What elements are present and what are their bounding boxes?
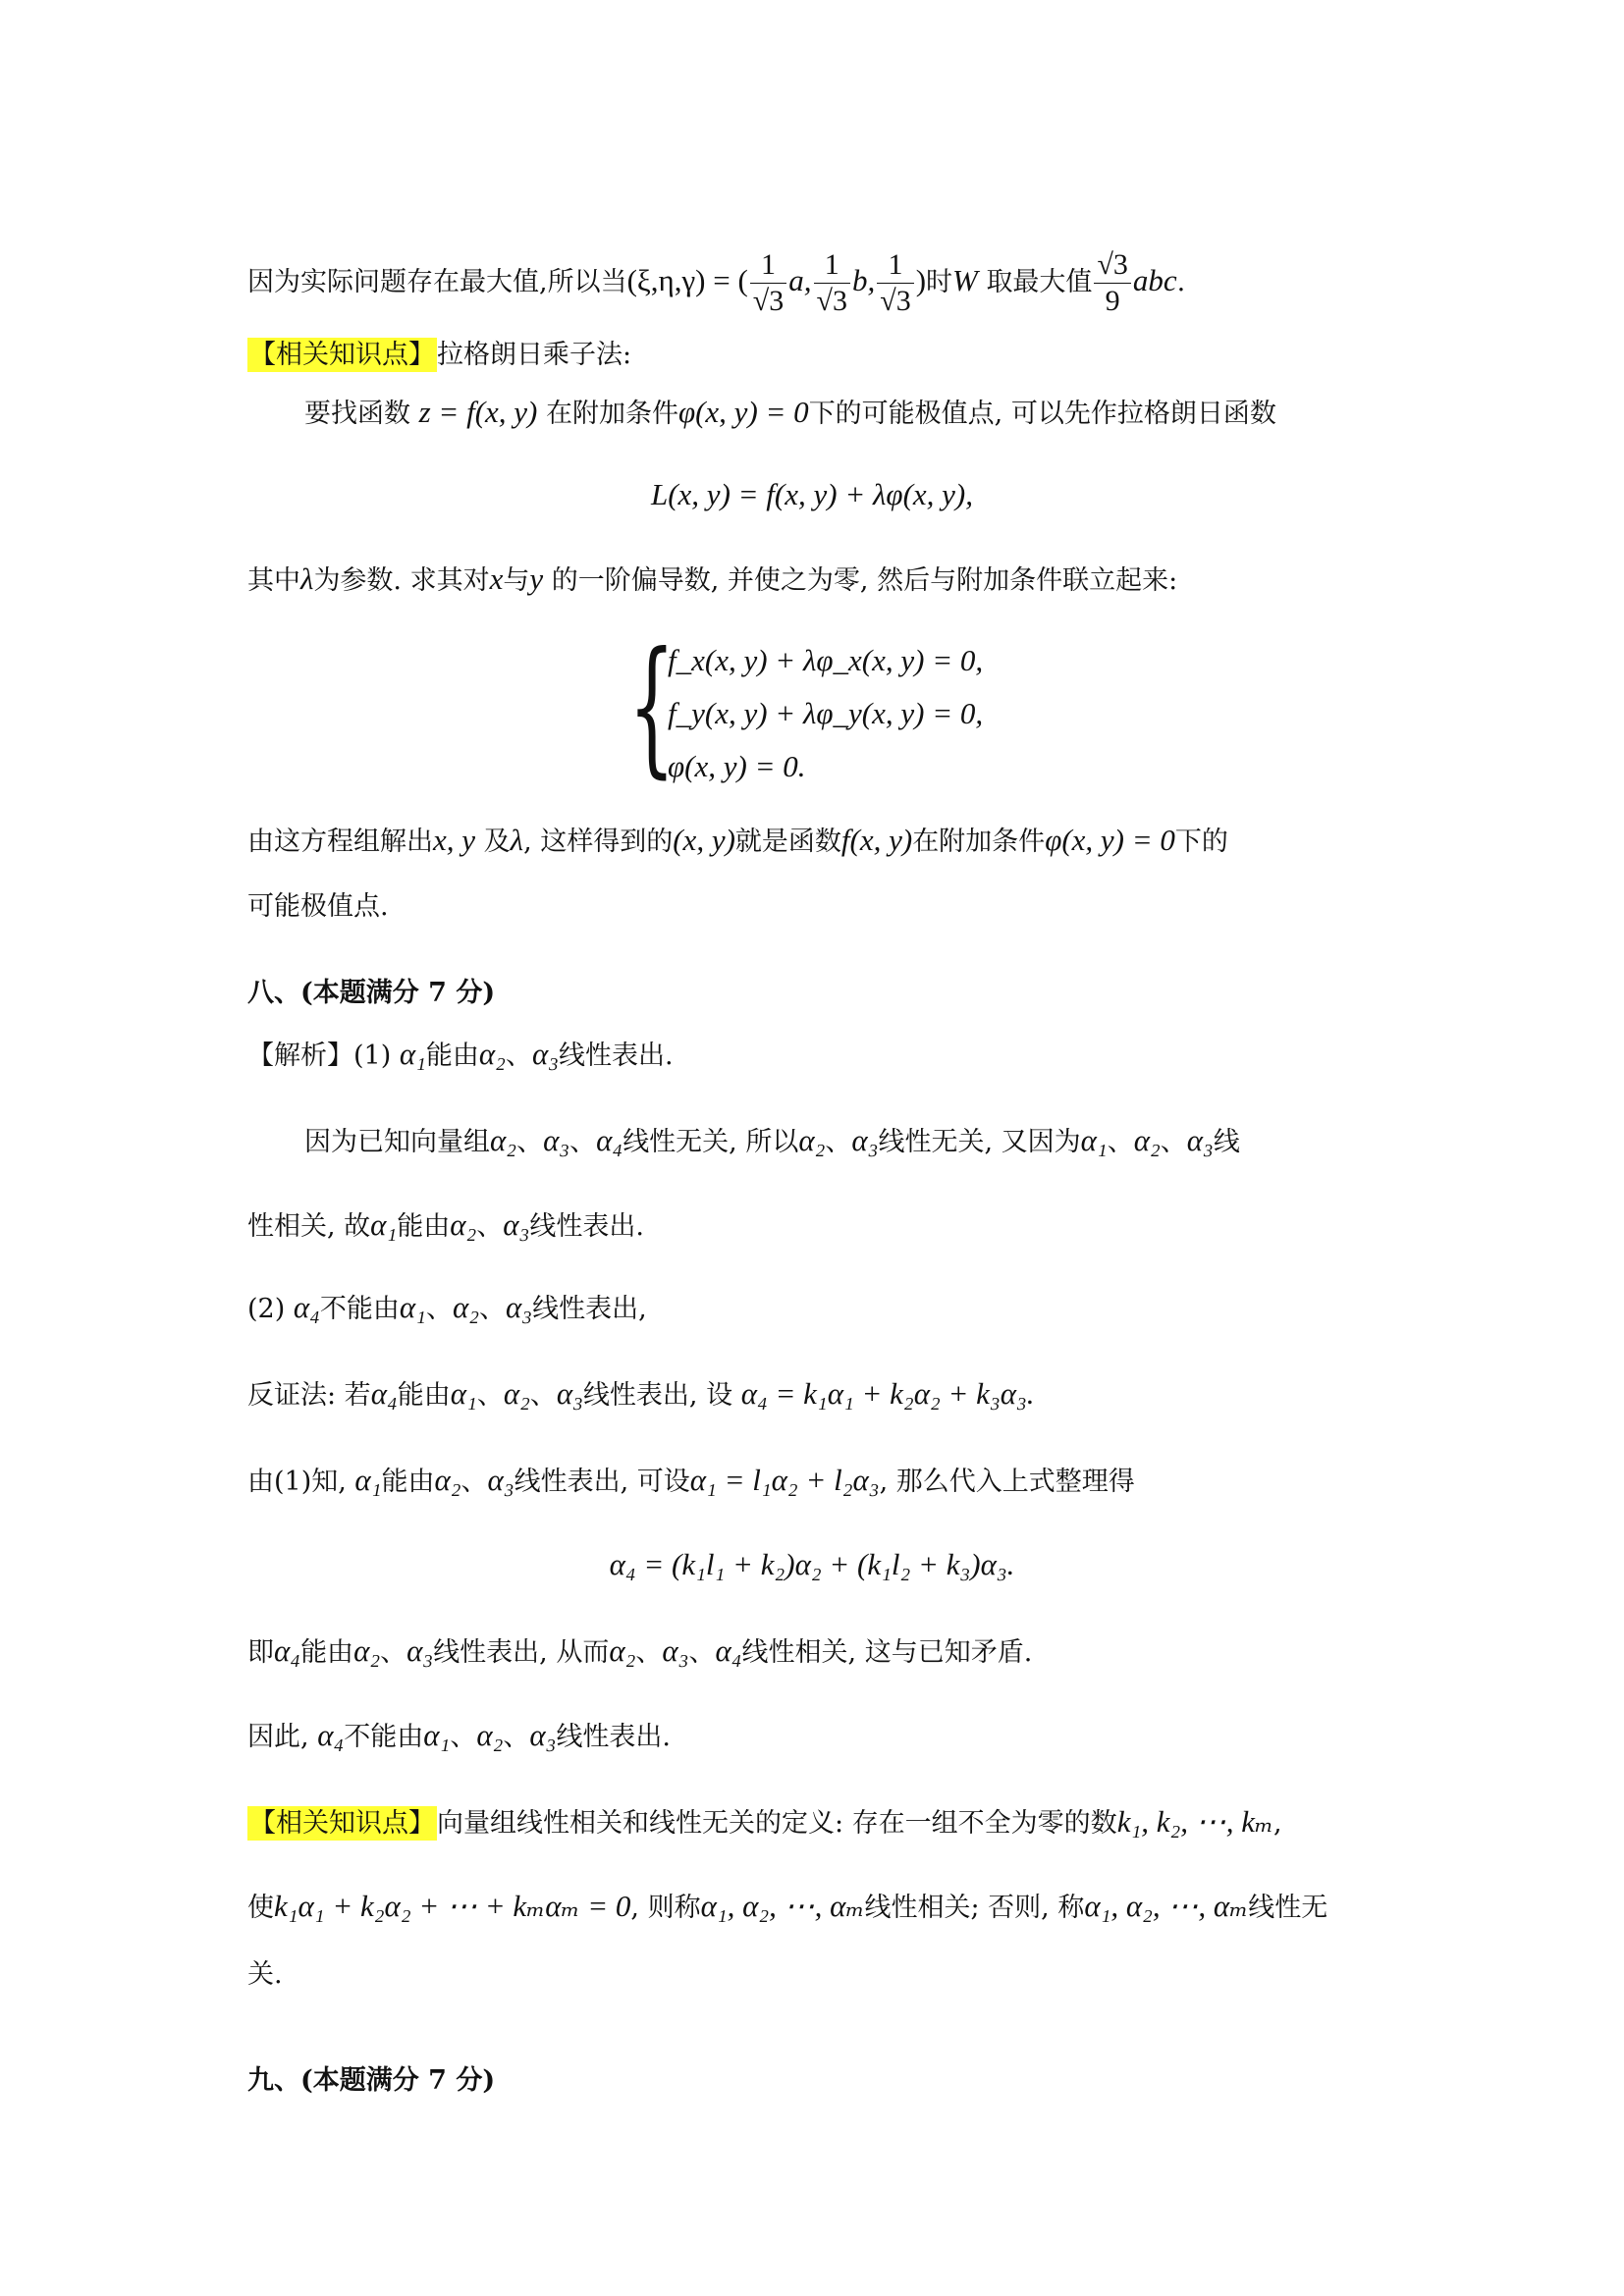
text: 因为已知向量组 xyxy=(304,1127,490,1157)
text: 下的可能极值点, 可以先作拉格朗日函数 xyxy=(808,399,1276,429)
math-var: α₃ xyxy=(543,1123,570,1157)
text: 线性相关, 这与已知矛盾. xyxy=(741,1637,1033,1668)
math-var: α₄ xyxy=(370,1376,398,1411)
text: 就是函数 xyxy=(734,827,841,857)
section-heading-9 xyxy=(247,2059,495,2103)
math-expr: k₁, k₂, ⋯, kₘ xyxy=(1116,1804,1274,1839)
math-var: α₃ xyxy=(1186,1123,1214,1157)
paragraph-cont xyxy=(247,885,389,929)
text: 在附加条件 xyxy=(545,399,678,429)
text: 能由 xyxy=(300,1637,354,1668)
paragraph xyxy=(247,1459,1135,1504)
text: 线性表出. xyxy=(559,1041,674,1071)
math-var: α₂ xyxy=(476,1718,504,1752)
math-expr: α₁, α₂, ⋯, αₘ xyxy=(700,1889,865,1923)
math-expr: α₁, α₂, ⋯, αₘ xyxy=(1084,1889,1249,1923)
math-var: α₃ xyxy=(506,1290,533,1324)
text: 、 xyxy=(825,1127,852,1157)
text: 不能由 xyxy=(319,1294,400,1324)
brace-symbol: { xyxy=(628,621,676,792)
paragraph-cont xyxy=(247,1953,283,1997)
text: 、 xyxy=(476,1380,504,1411)
heading-text: 八、(本题满分 7 分) xyxy=(247,978,496,1008)
text: 能由 xyxy=(381,1467,435,1497)
fraction: $\frac{1}{√3}$ xyxy=(750,247,786,319)
math-var: α₃ xyxy=(851,1123,879,1157)
math-var: α₃ xyxy=(662,1633,689,1668)
text: 、 xyxy=(635,1637,663,1668)
knowledge-point-tag: 【相关知识点】 xyxy=(249,340,435,370)
math-var: α₃ xyxy=(503,1207,530,1242)
math-var: α₄ xyxy=(715,1633,742,1668)
text: 其中 xyxy=(247,565,300,596)
math-var: α₂ xyxy=(452,1290,480,1324)
text: 由这方程组解出 xyxy=(247,827,433,857)
math-var: y xyxy=(529,561,544,596)
text: 要找函数 xyxy=(304,399,410,429)
knowledge-point-tag: 【相关知识点】 xyxy=(249,1808,435,1839)
math-expr: (x, y) xyxy=(673,823,735,857)
text: 反证法: 若 xyxy=(247,1380,371,1411)
paragraph-cont xyxy=(247,1203,644,1249)
fraction: $\frac{1}{√3}$ xyxy=(814,247,850,319)
text: 向量组线性相关和线性无关的定义: 存在一组不全为零的数 xyxy=(437,1808,1117,1839)
math-var: x xyxy=(489,561,504,596)
math-var: α₂ xyxy=(478,1037,506,1071)
math-var: α₂ xyxy=(609,1633,636,1668)
text: 线性无关, 所以 xyxy=(623,1127,799,1157)
text: 线性无 xyxy=(1248,1893,1328,1923)
text: 、 xyxy=(516,1127,544,1157)
text: 及 xyxy=(483,827,511,857)
text: 与 xyxy=(503,565,530,596)
text: 、 xyxy=(569,1127,597,1157)
math-var: α₃ xyxy=(556,1376,583,1411)
math-var: α₃ xyxy=(487,1463,514,1497)
math-var: α₁ xyxy=(399,1290,426,1324)
math-var: λ xyxy=(510,823,524,857)
text: , 这样得到的 xyxy=(523,827,674,857)
text: 关. xyxy=(247,1959,283,1990)
math-expr: φ(x, y) = 0 xyxy=(677,395,809,429)
math-var: α₂ xyxy=(503,1376,530,1411)
text: 能由 xyxy=(425,1041,479,1071)
math-var: α₂ xyxy=(450,1207,477,1242)
text: 取最大值 xyxy=(986,267,1093,297)
paragraph xyxy=(304,1119,1240,1164)
fraction-max: $\frac{√3}{9}$ xyxy=(1094,247,1130,319)
text: 线性表出, 可设 xyxy=(514,1467,690,1497)
paragraph xyxy=(247,1714,671,1759)
period: . xyxy=(1176,267,1186,297)
math-var: α₂ xyxy=(490,1123,517,1157)
text: 由(1)知, xyxy=(247,1467,347,1497)
math-var: α₁ xyxy=(370,1207,398,1242)
math-var: α₄ xyxy=(317,1718,345,1752)
paragraph xyxy=(304,391,1276,436)
paragraph xyxy=(247,1885,1327,1930)
math-var: a, xyxy=(788,263,812,297)
text: 线性表出. xyxy=(556,1722,672,1752)
text: 使 xyxy=(247,1893,274,1923)
math-var: α₁ xyxy=(399,1037,426,1071)
paragraph xyxy=(247,558,1177,603)
conclusion-line xyxy=(247,247,1185,319)
math-expr: α₁ = l₁α₂ + l₂α₃ xyxy=(689,1463,880,1497)
text: (2) xyxy=(247,1294,286,1324)
math-expr: φ(x, y) = 0 xyxy=(1045,823,1175,857)
text: 性相关, 故 xyxy=(247,1211,371,1242)
math-var: α₁ xyxy=(450,1376,477,1411)
text: 时 xyxy=(926,267,953,297)
paragraph xyxy=(247,1033,674,1078)
text: 即 xyxy=(247,1637,274,1668)
text: 线性无关, 又因为 xyxy=(878,1127,1081,1157)
text: 因为实际问题存在最大值,所以当 xyxy=(247,267,627,297)
math-var: α₃ xyxy=(529,1718,557,1752)
text: 下的 xyxy=(1174,827,1228,857)
math-var: α₄ xyxy=(293,1290,320,1324)
math-expr: α₄ = k₁α₁ + k₂α₂ + k₃α₃. xyxy=(740,1376,1035,1411)
math-tuple: (ξ,η,γ) = ( xyxy=(626,263,748,297)
math-var: α₄ xyxy=(274,1633,301,1668)
text: 【解析】(1) xyxy=(247,1041,392,1071)
text: 不能由 xyxy=(344,1722,424,1752)
system-equation-1: f_x(x, y) + λφ_x(x, y) = 0, xyxy=(668,643,984,677)
text: , xyxy=(1273,1808,1282,1839)
text: 、 xyxy=(1160,1127,1187,1157)
text: 因此, xyxy=(247,1722,309,1752)
system-equation-3: φ(x, y) = 0. xyxy=(668,749,806,783)
math-var: α₁ xyxy=(1080,1123,1108,1157)
math-var: α₃ xyxy=(406,1633,434,1668)
math-var: b, xyxy=(851,263,876,297)
math-var: α₄ xyxy=(596,1123,623,1157)
text: 、 xyxy=(425,1294,453,1324)
equation-system xyxy=(628,621,1041,792)
math-paren: ) xyxy=(915,263,927,297)
text: 线 xyxy=(1213,1127,1240,1157)
text: 能由 xyxy=(397,1380,451,1411)
text: , 则称 xyxy=(630,1893,701,1923)
math-var: λ xyxy=(300,561,314,596)
math-expr: z = f(x, y) xyxy=(418,395,538,429)
text: 、 xyxy=(380,1637,407,1668)
text: 、 xyxy=(503,1722,530,1752)
text: 、 xyxy=(476,1211,504,1242)
text: 的一阶偏导数, 并使之为零, 然后与附加条件联立起来: xyxy=(551,565,1178,596)
knowledge-point-line xyxy=(247,1800,1282,1845)
fraction: $\frac{1}{√3}$ xyxy=(877,247,913,319)
text: 、 xyxy=(1107,1127,1134,1157)
text: 线性表出, 设 xyxy=(582,1380,733,1411)
text: 线性表出, 从而 xyxy=(433,1637,610,1668)
text: 、 xyxy=(460,1467,488,1497)
text: 线性表出, xyxy=(532,1294,647,1324)
math-var: α₁ xyxy=(423,1718,451,1752)
math-var: α₂ xyxy=(798,1123,826,1157)
equation-lagrange xyxy=(0,473,1624,518)
math-var: α₂ xyxy=(353,1633,381,1668)
math-var: W xyxy=(952,263,978,297)
paragraph xyxy=(247,1372,1035,1417)
text: 线性表出. xyxy=(529,1211,644,1242)
math-var: abc xyxy=(1132,263,1177,297)
text: 、 xyxy=(479,1294,507,1324)
text: 能由 xyxy=(397,1211,451,1242)
math-var: α₂ xyxy=(1133,1123,1161,1157)
text: 为参数. 求其对 xyxy=(313,565,490,596)
math-var: α₃ xyxy=(531,1037,560,1071)
math-expr: α₄ = (k₁l₁ + k₂)α₂ + (k₁l₂ + k₃)α₃. xyxy=(609,1547,1015,1581)
text: 在附加条件 xyxy=(912,827,1046,857)
math-var: α₂ xyxy=(434,1463,461,1497)
system-equation-2: f_y(x, y) + λφ_y(x, y) = 0, xyxy=(668,696,984,730)
math-expr: L(x, y) = f(x, y) + λφ(x, y), xyxy=(650,477,973,511)
section-heading-8 xyxy=(247,972,495,1015)
math-var: x, y xyxy=(433,823,476,857)
text: 、 xyxy=(529,1380,557,1411)
math-expr: f(x, y) xyxy=(840,823,913,857)
text: , 那么代入上式整理得 xyxy=(879,1467,1135,1497)
paragraph xyxy=(247,819,1228,864)
paragraph xyxy=(247,1286,647,1331)
text: 、 xyxy=(505,1041,532,1071)
paragraph xyxy=(247,1629,1032,1675)
equation-alpha4 xyxy=(0,1543,1624,1588)
text: 线性相关; 否则, 称 xyxy=(864,1893,1085,1923)
text: 、 xyxy=(688,1637,716,1668)
text: 、 xyxy=(450,1722,477,1752)
knowledge-point-line xyxy=(247,334,631,377)
heading-text: 九、(本题满分 7 分) xyxy=(247,2065,496,2096)
text: 可能极值点. xyxy=(247,891,389,922)
text: 拉格朗日乘子法: xyxy=(437,340,632,370)
math-var: α₁ xyxy=(354,1463,382,1497)
math-expr: k₁α₁ + k₂α₂ + ⋯ + kₘαₘ = 0 xyxy=(274,1889,631,1923)
